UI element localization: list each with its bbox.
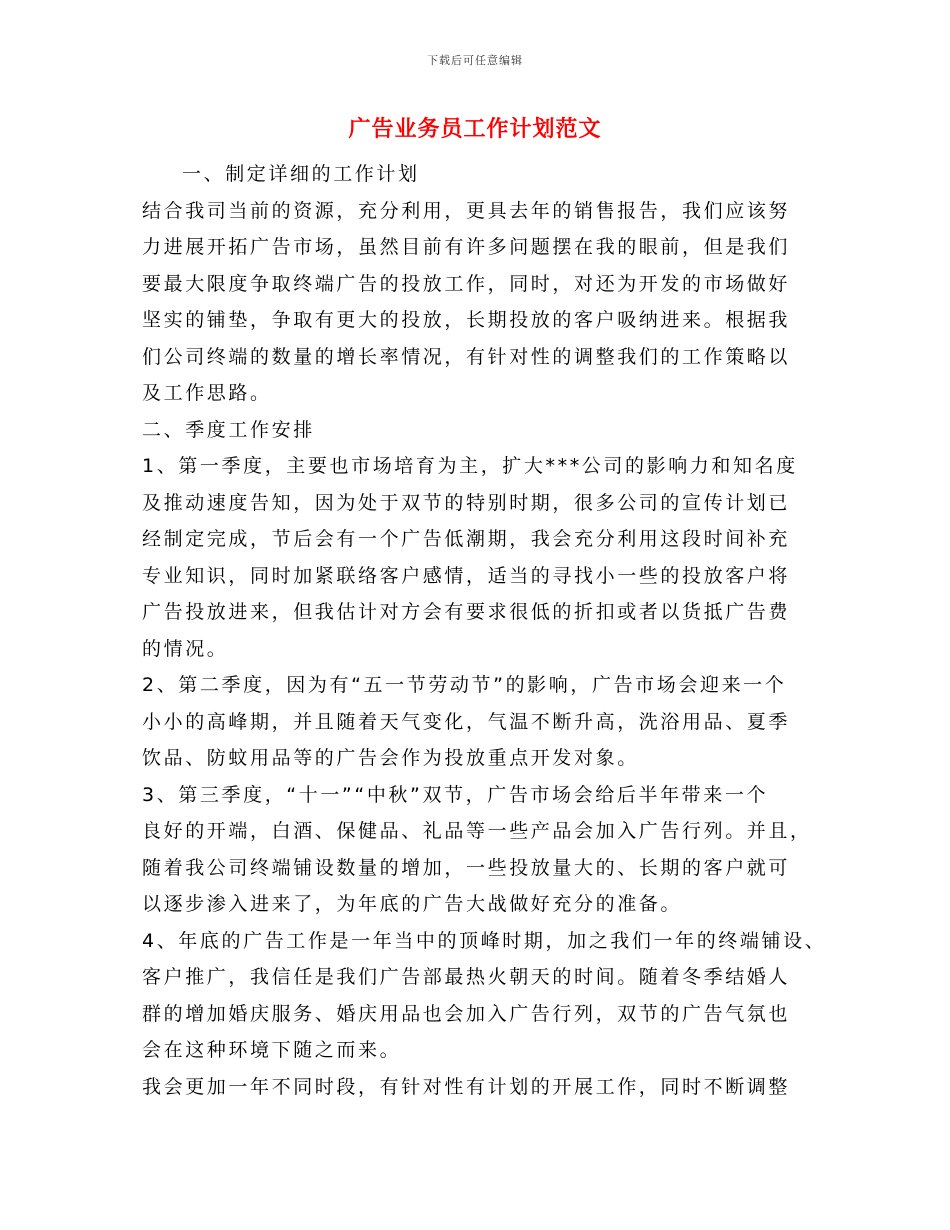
header-note: 下载后可任意编辑 — [427, 54, 523, 67]
paragraph-line: 力进展开拓广告市场，虽然目前有许多问题摆在我的眼前，但是我们 — [142, 236, 791, 258]
paragraph-line: 群的增加婚庆服务、婚庆用品也会加入广告行列，双节的广告气氛也 — [142, 1002, 791, 1025]
paragraph-line: 坚实的铺垫，争取有更大的投放，长期投放的客户吸纳进来。根据我 — [142, 309, 791, 331]
paragraph-line: 4、年底的广告工作是一年当中的顶峰时期，加之我们一年的终端铺设、 — [142, 929, 827, 952]
paragraph-line: 2、第二季度，因为有“五一节劳动节”的影响，广告市场会迎来一个 — [142, 674, 787, 696]
paragraph-line: 以逐步渗入进来了，为年底的广告大战做好充分的准备。 — [142, 893, 683, 915]
paragraph-line: 结合我司当前的资源，充分利用，更具去年的销售报告，我们应该努 — [142, 199, 791, 222]
section-heading-1: 一、制定详细的工作计划 — [182, 163, 420, 185]
paragraph-line: 良好的开端，白酒、保健品、礼品等一些产品会加入广告行列。并且， — [142, 820, 812, 842]
paragraph-line: 小小的高峰期，并且随着天气变化，气温不断升高，洗浴用品、夏季 — [142, 710, 791, 733]
paragraph-line: 3、第三季度，“十一”“中秋”双节，广告市场会给后半年带来一个 — [142, 783, 769, 806]
paragraph-line: 的情况。 — [142, 637, 229, 660]
document-title: 广告业务员工作计划范文 — [348, 117, 602, 142]
paragraph-line: 随着我公司终端铺设数量的增加，一些投放量大的、长期的客户就可 — [142, 856, 791, 879]
paragraph-line: 饮品、防蚊用品等的广告会作为投放重点开发对象。 — [142, 747, 639, 769]
paragraph-line: 专业知识，同时加紧联络客户感情，适当的寻找小一些的投放客户将 — [142, 564, 791, 587]
section-heading-2: 二、季度工作安排 — [142, 418, 315, 441]
paragraph-line: 我会更加一年不同时段，有针对性有计划的开展工作，同时不断调整 — [142, 1075, 791, 1098]
paragraph-line: 经制定完成，节后会有一个广告低潮期，我会充分利用这段时间补充 — [142, 528, 791, 550]
paragraph-line: 客户推广，我信任是我们广告部最热火朝天的时间。随着冬季结婚人 — [142, 966, 791, 988]
paragraph-line: 1、第一季度，主要也市场培育为主，扩大***公司的影响力和知名度 — [142, 455, 798, 477]
paragraph-line: 要最大限度争取终端广告的投放工作，同时，对还为开发的市场做好 — [142, 272, 791, 295]
paragraph-line: 们公司终端的数量的增长率情况，有针对性的调整我们的工作策略以 — [142, 345, 791, 368]
paragraph-line: 及工作思路。 — [142, 382, 272, 404]
document-body — [142, 156, 827, 1105]
paragraph-line: 广告投放进来，但我估计对方会有要求很低的折扣或者以货抵广告费 — [142, 601, 791, 623]
paragraph-line: 会在这种环境下随之而来。 — [142, 1039, 402, 1061]
paragraph-line: 及推动速度告知，因为处于双节的特别时期，很多公司的宣传计划已 — [142, 491, 791, 514]
